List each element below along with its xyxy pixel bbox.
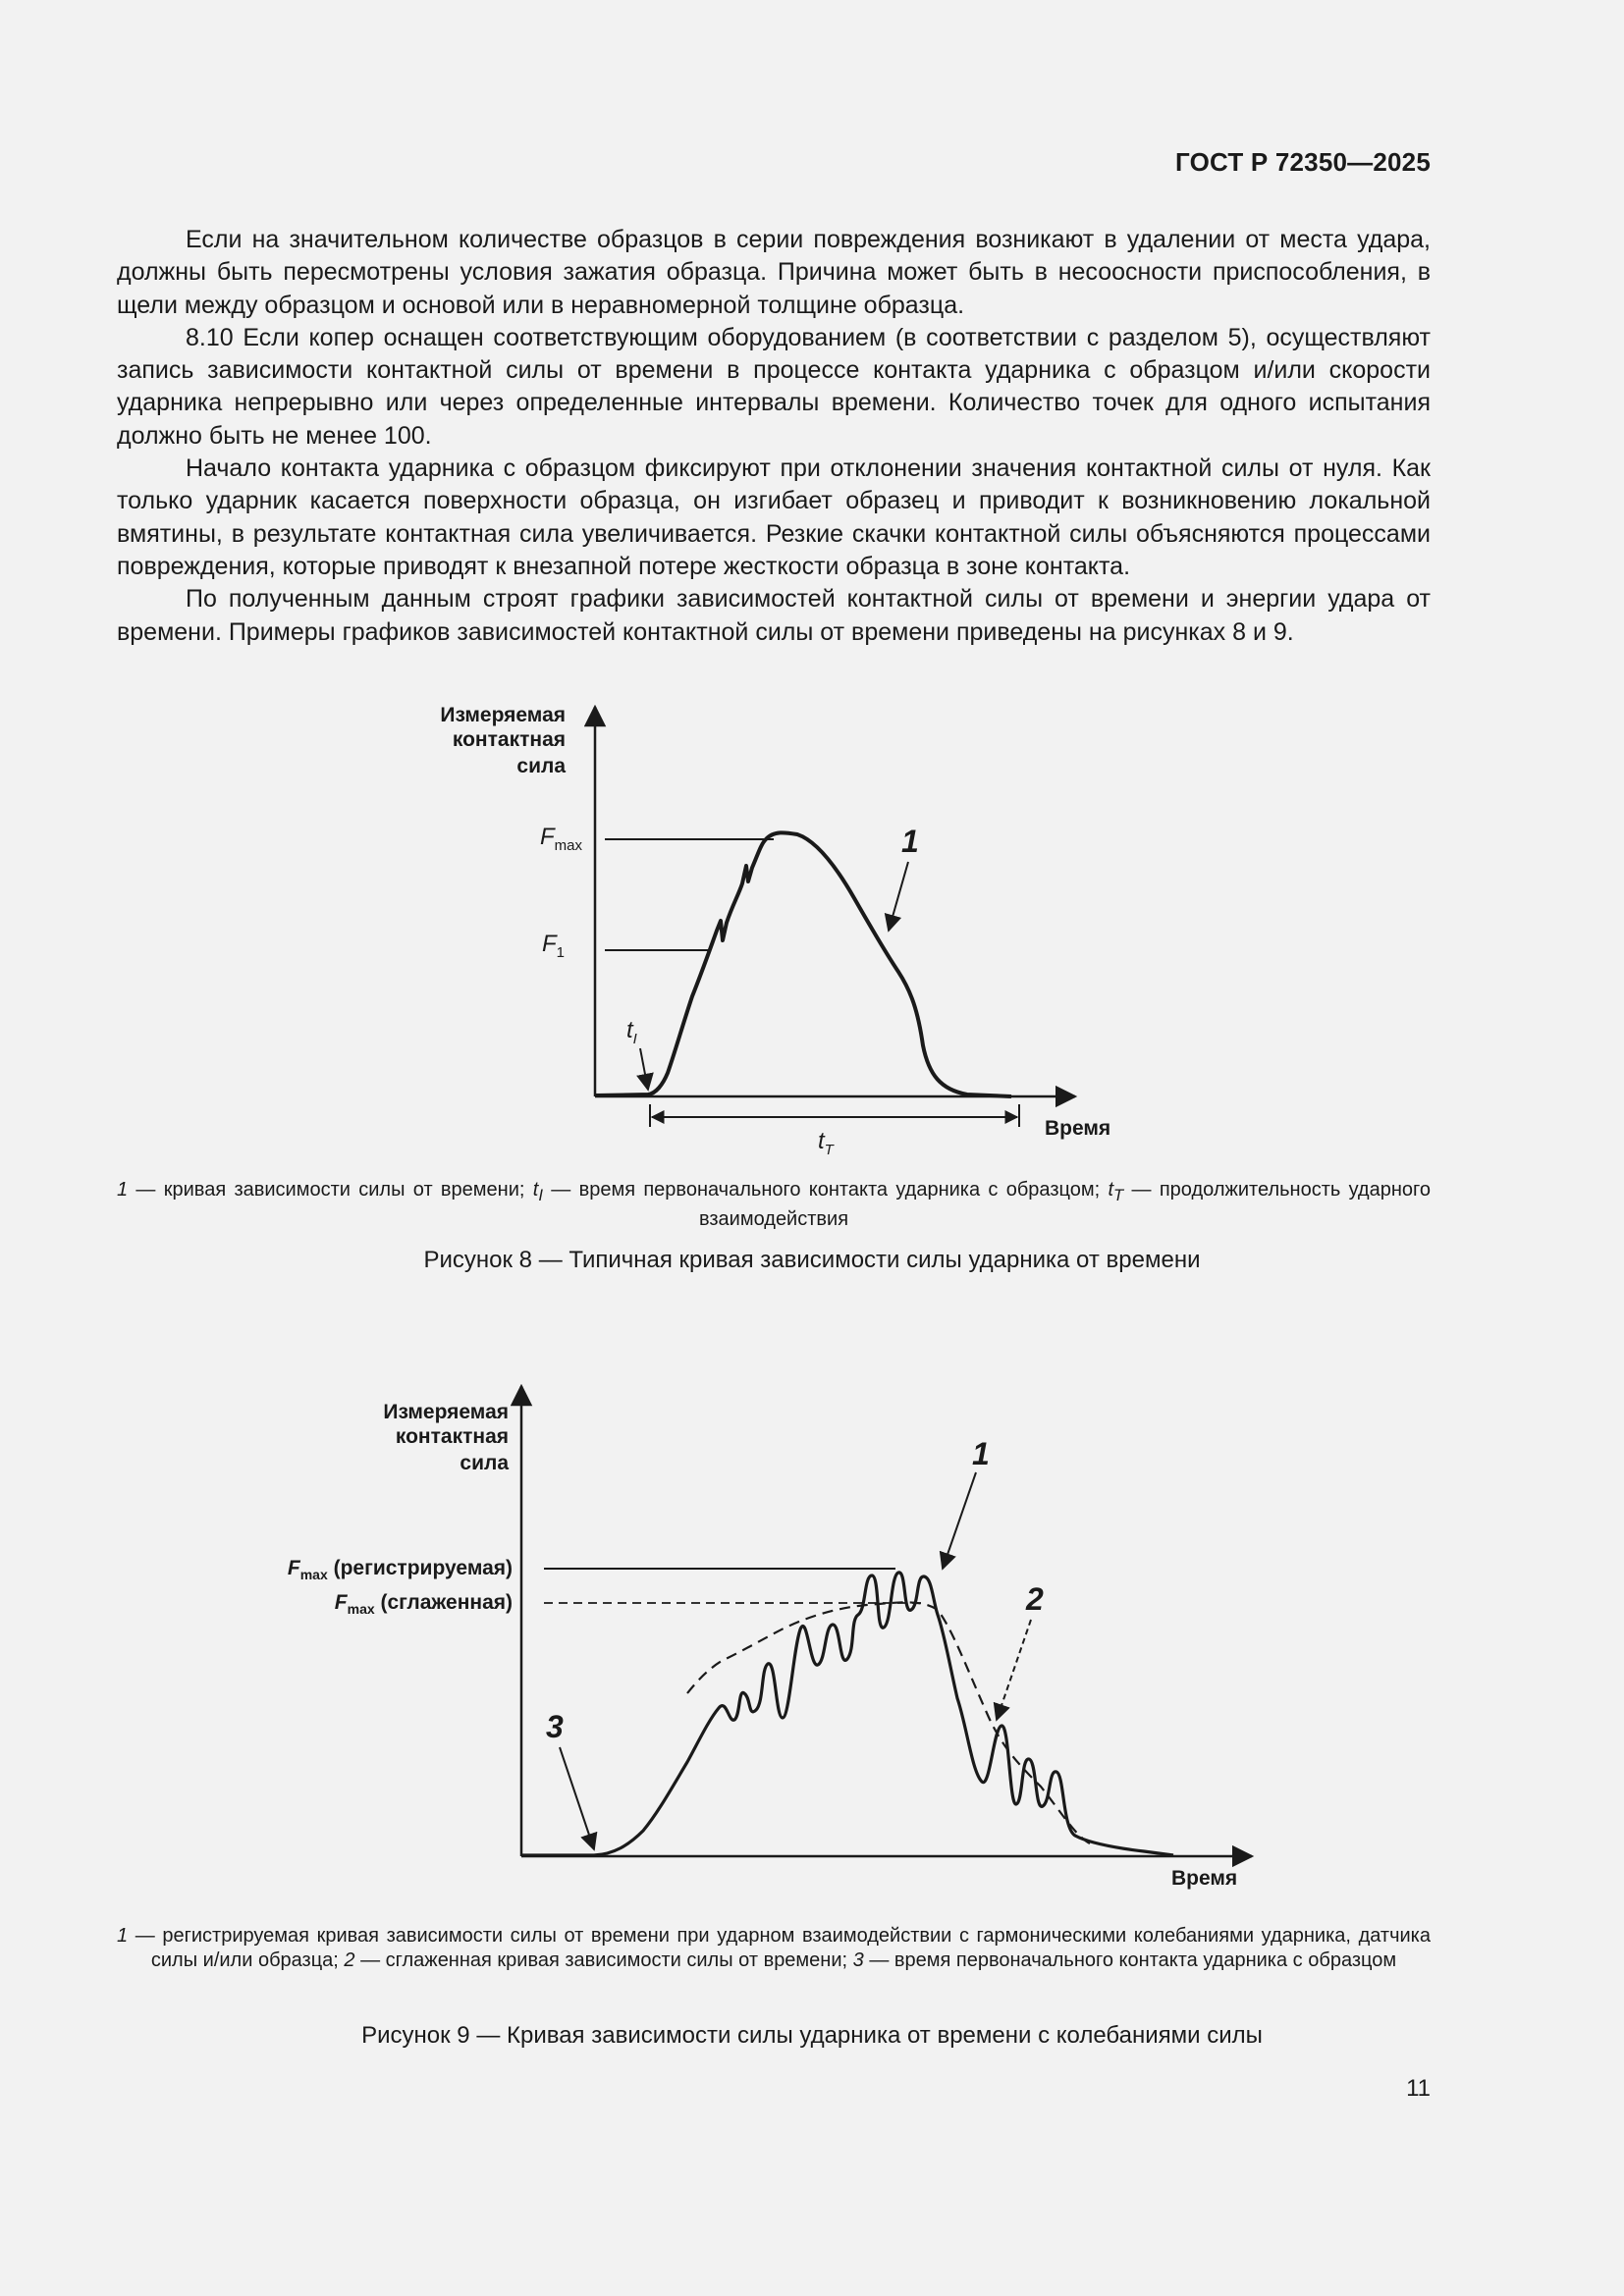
f1-label: F1 — [542, 931, 566, 961]
figure-8-caption: Рисунок 8 — Типичная кривая зависимости силы ударника от времени — [423, 1247, 1201, 1273]
y-axis-label: Измеряемая — [440, 704, 566, 726]
smoothed-curve — [687, 1602, 1090, 1843]
standard-code: ГОСТ Р 72350—2025 — [1175, 147, 1431, 177]
paragraph: Начало контакта ударника с образцом фиксируют при отклонении значения контактной силы от нуля. Как только ударник касается поверхности образца, он изгибает образец и приводит к возникновению локальной вмятины, в результате контактная сила увеличивается. Резкие скачки контактной силы объясняются процессами повреждения, которые приводят к внезапной потере жесткости образца в зоне контакта. — [117, 454, 1431, 580]
x-axis-label: Время — [1045, 1117, 1111, 1140]
contact-start-label-3: 3 — [546, 1709, 564, 1744]
y-axis-label: сила — [460, 1452, 509, 1474]
curve-label-1-arrow — [889, 862, 908, 931]
contact-start-arrow — [560, 1747, 594, 1849]
curve-label-1: 1 — [901, 824, 919, 859]
fmax-label: Fmax — [540, 824, 583, 854]
page-number: 11 — [1406, 2075, 1431, 2102]
ti-label: tI — [626, 1017, 637, 1047]
x-axis-label: Время — [1171, 1867, 1238, 1890]
figure-8 — [0, 687, 1624, 1178]
body-text — [117, 224, 1431, 649]
curve-label-1-arrow — [943, 1472, 976, 1569]
paragraph: Если на значительном количестве образцов в серии повреждения возникают в удалении от места удара, должны быть пересмотрены условия зажатия образца. Причина может быть в несоосности приспособления, в щели между образцом и основой или в неравномерной толщине образца. — [117, 226, 1431, 319]
registered-curve — [521, 1573, 1173, 1855]
paragraph: По полученным данным строят графики зависимостей контактной силы от времени и энергии удара от времени. Примеры графиков зависимостей контактной силы от времени приведены на рисунках 8 и 9. — [117, 585, 1431, 646]
ti-arrow — [640, 1048, 648, 1090]
force-curve — [595, 832, 1011, 1096]
fmax-smoothed-label: $F_{max}$ (сглаженная) — [334, 1591, 513, 1617]
figure-9-diagram — [0, 1374, 1624, 1904]
curve-label-2-arrow — [997, 1620, 1031, 1720]
y-axis-label: Измеряемая — [383, 1401, 509, 1423]
figure-8-diagram — [0, 687, 1624, 1178]
paragraph: 8.10 Если копер оснащен соответствующим оборудованием (в соответствии с разделом 5), осуществляют запись зависимости контактной силы от времени в процессе контакта ударника с образцом и/или скорости ударника непрерывно или через определенные интервалы времени. Количество точек для одного испытания должно быть не менее 100. — [117, 323, 1431, 450]
y-axis-label: контактная — [452, 728, 566, 751]
curve-label-1: 1 — [972, 1436, 990, 1471]
y-axis-label: контактная — [395, 1425, 509, 1448]
y-axis-label: сила — [516, 755, 566, 777]
figure-8-legend: 1 — кривая зависимости силы от времени; $t_I$ — время первоначального контакта ударника с образцом; $t_T$ — продолжительность ударного взаимодействия — [117, 1179, 1431, 1230]
fmax-registered-label: $F_{max}$ (регистрируемая) — [287, 1557, 513, 1582]
curve-label-2: 2 — [1026, 1581, 1044, 1617]
figure-9-legend: 1 — регистрируемая кривая зависимости силы от времени при ударном взаимодействии с гармоническими колебаниями ударника, датчика силы и/или образца; 2 — сглаженная кривая зависимости силы от времени; 3 — время первоначального контакта ударника с образцом — [117, 1925, 1431, 1971]
tt-label: tT — [818, 1128, 834, 1158]
figure-9-caption: Рисунок 9 — Кривая зависимости силы ударника от времени с колебаниями силы — [361, 2022, 1263, 2049]
figure-9 — [0, 1374, 1624, 1904]
